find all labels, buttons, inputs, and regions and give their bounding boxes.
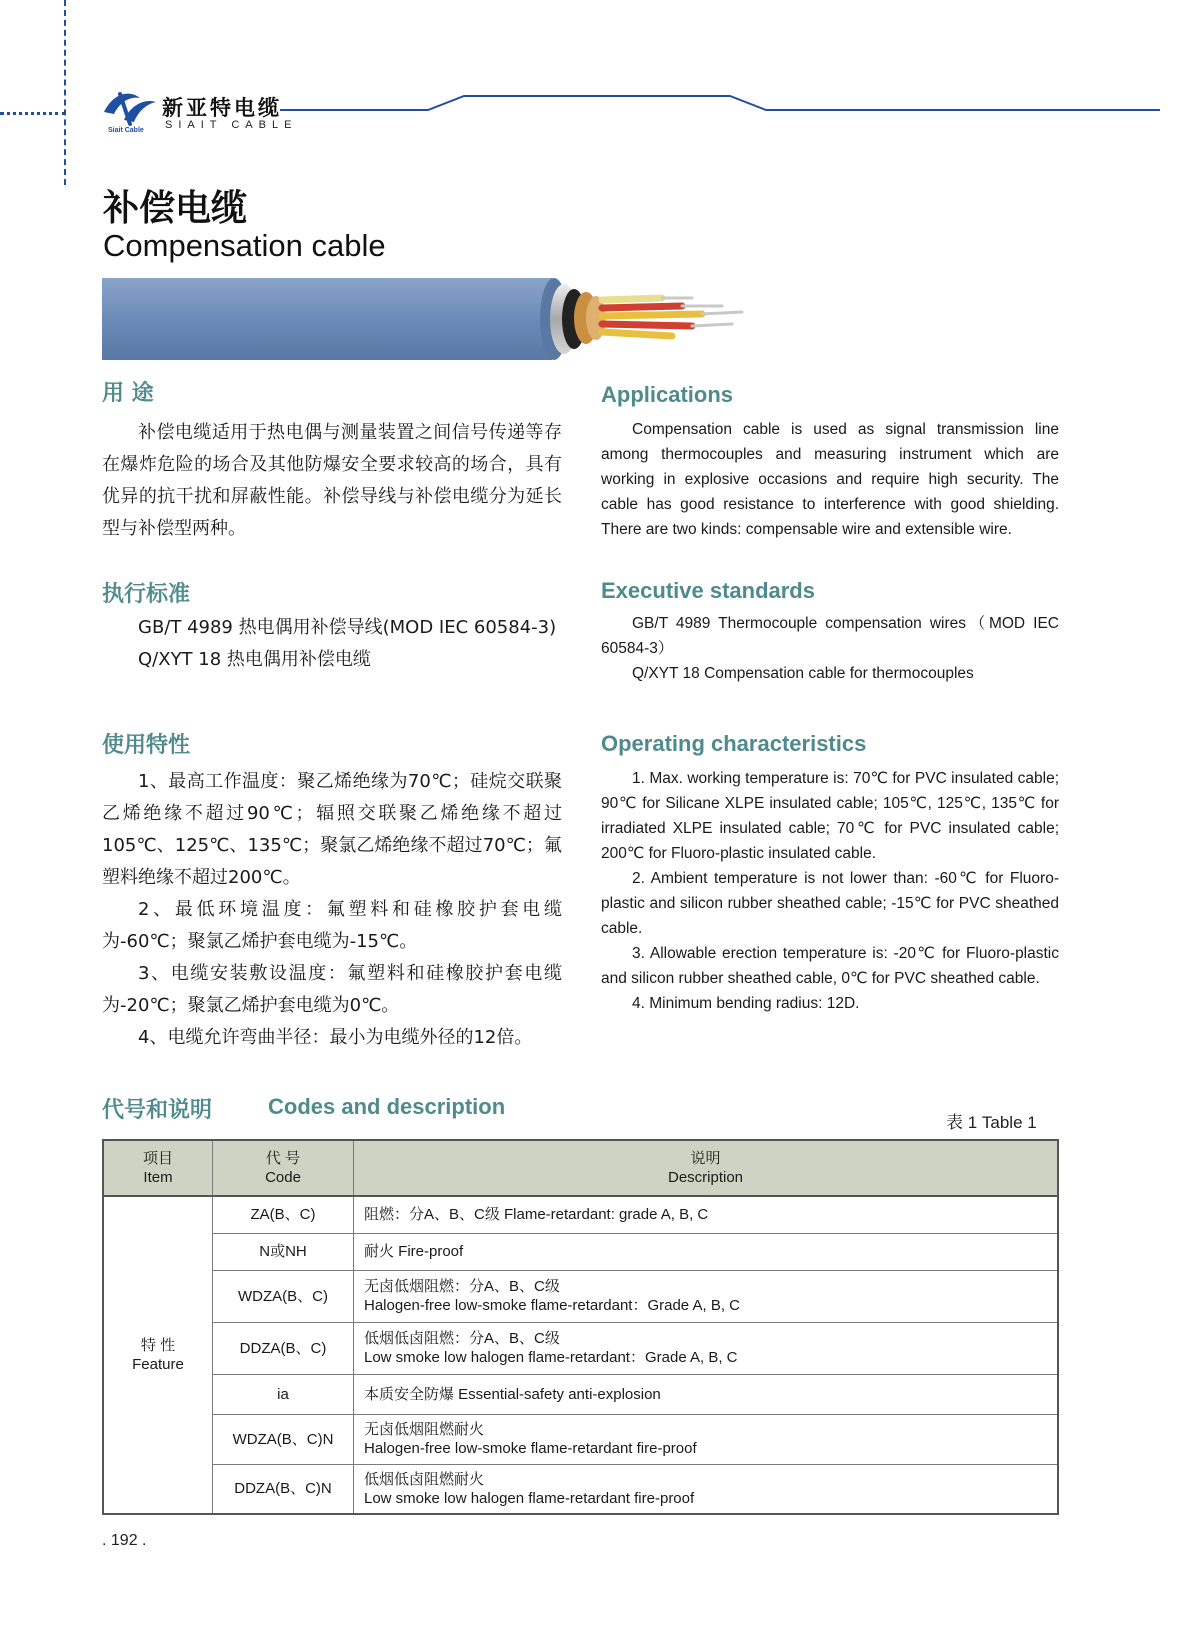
table-header-row <box>103 1140 1058 1196</box>
standards-list-cn <box>102 612 582 676</box>
feature-group-cell <box>103 1196 213 1514</box>
description-line: 无卤低烟阻燃耐火 <box>364 1421 485 1438</box>
page-number: . 192 . <box>102 1532 147 1549</box>
operating-heading-en: Operating characteristics <box>601 731 867 756</box>
header-item <box>103 1140 213 1196</box>
code-cell: DDZA(B、C) <box>213 1322 354 1374</box>
operating-item-en: 1. Max. working temperature is: 70℃ for PVC insulated cable; 90℃ for Silicane XLPE insulated cable; 105℃, 125℃, 135℃ for irradiated XLPE insulated cable; 70℃ for PVC insulated cable; 200℃ for Fluoro-plastic insulated cable. <box>601 770 1059 862</box>
table-row <box>103 1233 1058 1270</box>
standards-list-en <box>601 611 1059 686</box>
description-line: 耐火 Fire-proof <box>364 1243 464 1260</box>
description-line: 本质安全防爆 Essential-safety anti-explosion <box>364 1385 661 1403</box>
code-cell: ZA(B、C) <box>213 1196 354 1233</box>
description-line: 阻燃：分A、B、C级 Flame-retardant: grade A, B, C <box>364 1206 709 1224</box>
operating-heading-cn: 使用特性 <box>102 733 191 758</box>
standard-item-en: Q/XYT 18 Compensation cable for thermocouples <box>632 665 974 682</box>
siait-logo-icon <box>100 88 158 128</box>
description-cell <box>354 1464 1059 1514</box>
operating-item-cn: 2、最低环境温度：氟塑料和硅橡胶护套电缆为-60℃；聚氯乙烯护套电缆为-15℃。 <box>102 899 562 952</box>
header-code <box>213 1140 354 1196</box>
description-line: Low smoke low halogen flame-retardant：Grade A, B, C <box>364 1349 738 1366</box>
code-cell: WDZA(B、C) <box>213 1270 354 1322</box>
header-item-cn: 项目 <box>142 1150 173 1167</box>
description-cell <box>354 1414 1059 1464</box>
logo-english-name: SIAIT CABLE <box>165 119 298 131</box>
logo-small-caption: Siait Cable <box>108 127 144 134</box>
header-dotted-line <box>0 112 66 115</box>
standards-heading-en: Executive standards <box>601 578 815 603</box>
standard-item-en: GB/T 4989 Thermocouple compensation wires（MOD IEC 60584-3） <box>601 615 1059 657</box>
description-line: Low smoke low halogen flame-retardant fire-proof <box>364 1489 695 1507</box>
standard-item-cn: GB/T 4989 热电偶用补偿导线(MOD IEC 60584-3) <box>138 617 557 638</box>
header-desc-cn: 说明 <box>690 1150 721 1167</box>
logo-chinese-name: 新亚特电缆 <box>162 95 282 120</box>
operating-item-cn: 4、电缆允许弯曲半径：最小为电缆外径的12倍。 <box>138 1027 533 1048</box>
code-cell: WDZA(B、C)N <box>213 1414 354 1464</box>
group-label-cn: 特 性 <box>140 1337 176 1354</box>
header-code-en: Code <box>265 1169 301 1186</box>
applications-paragraph-en: Compensation cable is used as signal transmission line among thermocouples and measuring instrument which are working in explosive occasions and require high security. The cable has good resistance to interference with good shielding. There are two kinds: compensable wire and extensible wire. <box>601 421 1059 538</box>
header-rule-line <box>280 92 1180 116</box>
group-label-en: Feature <box>132 1356 184 1373</box>
applications-text-cn <box>102 417 562 545</box>
standard-item-cn: Q/XYT 18 热电偶用补偿电缆 <box>138 649 371 670</box>
description-cell <box>354 1233 1059 1270</box>
header-code-cn: 代 号 <box>265 1150 301 1167</box>
operating-item-en: 3. Allowable erection temperature is: -20℃ for Fluoro-plastic and silicon rubber sheathed cable, 0℃ for PVC sheathed cable. <box>601 945 1059 987</box>
header-item-en: Item <box>143 1169 173 1186</box>
table-row <box>103 1414 1058 1464</box>
description-line: Halogen-free low-smoke flame-retardant fire-proof <box>364 1440 697 1457</box>
operating-item-cn: 1、最高工作温度：聚乙烯绝缘为70℃；硅烷交联聚乙烯绝缘不超过90℃；辐照交联聚乙烯绝缘不超过105℃、125℃、135℃；聚氯乙烯绝缘不超过70℃；氟塑料绝缘不超过200℃。 <box>102 771 562 888</box>
table-label: 表 1 Table 1 <box>946 1113 1037 1132</box>
description-line: Halogen-free low-smoke flame-retardant：Grade A, B, C <box>364 1297 740 1314</box>
code-cell: ia <box>213 1374 354 1414</box>
description-line: 低烟低卤阻燃耐火 <box>364 1470 485 1488</box>
header-desc-en: Description <box>667 1169 744 1186</box>
page-title-cn: 补偿电缆 <box>103 188 248 229</box>
code-cell: DDZA(B、C)N <box>213 1464 354 1514</box>
header-description <box>354 1140 1059 1196</box>
operating-list-cn <box>102 766 562 1054</box>
operating-item-en: 4. Minimum bending radius: 12D. <box>632 995 860 1012</box>
description-cell <box>354 1196 1059 1233</box>
codes-heading-en: Codes and description <box>268 1094 506 1119</box>
description-cell <box>354 1374 1059 1414</box>
operating-item-cn: 3、电缆安装敷设温度：氟塑料和硅橡胶护套电缆为-20℃；聚氯乙烯护套电缆为0℃。 <box>102 963 562 1016</box>
table-row <box>103 1322 1058 1374</box>
codes-heading-cn: 代号和说明 <box>102 1098 213 1123</box>
header-dashed-vertical-line <box>64 0 66 185</box>
operating-item-en: 2. Ambient temperature is not lower than: -60℃ for Fluoro-plastic and silicon rubber sheathed cable; -15℃ for PVC sheathed cable. <box>601 870 1059 937</box>
table-row <box>103 1196 1058 1233</box>
page-title-en: Compensation cable <box>103 228 386 263</box>
applications-heading-en: Applications <box>601 382 734 407</box>
description-cell <box>354 1270 1059 1322</box>
table-row <box>103 1270 1058 1322</box>
description-cell <box>354 1322 1059 1374</box>
description-line: 低烟低卤阻燃：分A、B、C级 <box>364 1330 560 1347</box>
table-row <box>103 1464 1058 1514</box>
description-line: 无卤低烟阻燃：分A、B、C级 <box>364 1278 560 1295</box>
code-cell: N或NH <box>213 1233 354 1270</box>
codes-table <box>102 1139 1059 1515</box>
applications-heading-cn: 用 途 <box>102 381 154 406</box>
applications-paragraph-cn: 补偿电缆适用于热电偶与测量装置之间信号传递等存在爆炸危险的场合及其他防爆安全要求较高的场合，具有优异的抗干扰和屏蔽性能。补偿导线与补偿电缆分为延长型与补偿型两种。 <box>102 422 562 539</box>
applications-text-en <box>601 417 1059 542</box>
standards-heading-cn: 执行标准 <box>102 582 191 607</box>
cable-photo <box>102 278 762 364</box>
table-row <box>103 1374 1058 1414</box>
operating-list-en <box>601 766 1059 1016</box>
